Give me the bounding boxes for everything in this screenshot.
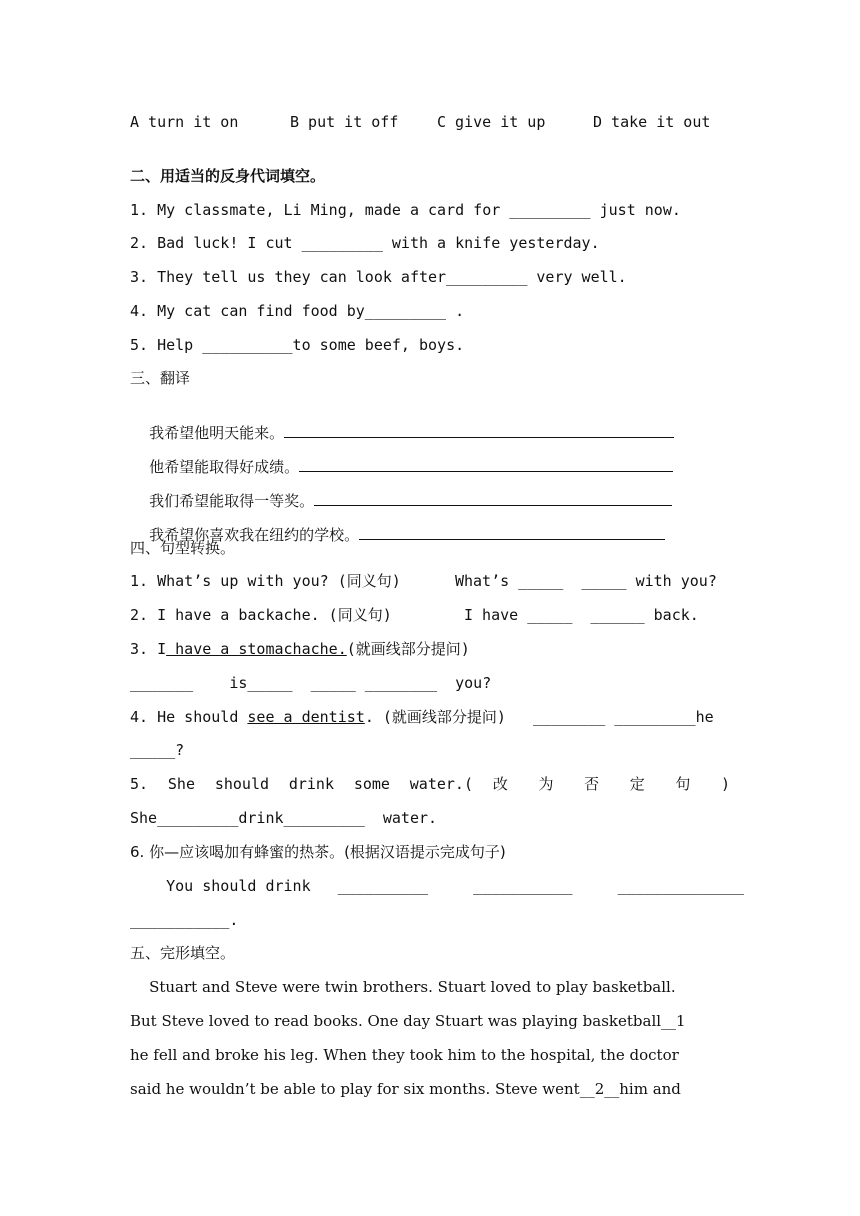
section2-item-4: 4. My cat can find food by_________ . xyxy=(130,302,465,320)
passage-line-1: Stuart and Steve were twin brothers. Stuart loved to play basketball. xyxy=(130,978,676,996)
option-a: A turn it on xyxy=(130,113,239,131)
passage-text: said he wouldn’t be able to play for six months. Steve went xyxy=(130,1080,580,1098)
section2-item-5: 5. Help __________to some beef, boys. xyxy=(130,336,465,354)
passage-text: But Steve loved to read books. One day Stuart was playing basketball xyxy=(130,1012,662,1030)
translate-text: 我希望他明天能来。 xyxy=(149,424,285,442)
option-d: D take it out xyxy=(593,113,711,131)
q4-underlined: see a dentist xyxy=(247,708,365,726)
q3-underlined: have a stomachache. xyxy=(166,640,347,658)
section4-q5: 5. She should drink some water.( 改 为 否 定 句 ) xyxy=(130,775,730,793)
translate-text: 他希望能取得好成绩。 xyxy=(149,458,300,476)
section4-q4-cont: _____? xyxy=(130,741,185,759)
option-c: C give it up xyxy=(437,113,546,131)
passage-line-2 xyxy=(130,1011,730,1031)
section2-item-3: 3. They tell us they can look after_________ very well. xyxy=(130,268,627,286)
section3-title: 三、翻译 xyxy=(130,369,191,387)
q3-prefix: 3. I xyxy=(130,640,167,658)
section4-q2: 2. I have a backache. (同义句) I have _____ ______ back. xyxy=(130,606,699,624)
section2-title: 二、用适当的反身代词填空。 xyxy=(130,167,326,185)
translate-text: 我希望你喜欢我在纽约的学校。 xyxy=(149,526,360,544)
translate-text: 我们希望能取得一等奖。 xyxy=(149,492,315,510)
q4-instruction: . (就画线部分提问) ________ _________he xyxy=(364,708,714,726)
section5-title: 五、完形填空。 xyxy=(130,944,236,962)
q3-instruction: (就画线部分提问) xyxy=(346,640,470,658)
section4-q1: 1. What’s up with you? (同义句) What’s _____ _____ with you? xyxy=(130,572,717,590)
passage-line-3: he fell and broke his leg. When they took him to the hospital, the doctor xyxy=(130,1046,679,1064)
section4-q6-cont: ___________. xyxy=(130,911,239,929)
section2-item-1: 1. My classmate, Li Ming, made a card for _________ just now. xyxy=(130,201,681,219)
section4-q6-answer: You should drink __________ ___________ ______________ xyxy=(130,877,745,895)
section4-q5-answer: She_________drink_________ water. xyxy=(130,809,438,827)
section4-q3-answer: _______ is_____ _____ ________ you? xyxy=(130,674,492,692)
q4-prefix: 4. He should xyxy=(130,708,248,726)
cloze-blank-1: __1 xyxy=(661,1012,686,1030)
section4-title: 四、句型转换。 xyxy=(130,539,236,557)
passage-text: him and xyxy=(619,1080,681,1098)
option-b: B put it off xyxy=(290,113,399,131)
section2-item-2: 2. Bad luck! I cut _________ with a knife yesterday. xyxy=(130,234,600,252)
cloze-blank-2: __2__ xyxy=(579,1080,620,1098)
section4-q3 xyxy=(130,639,730,659)
passage-line-4 xyxy=(130,1079,730,1099)
section4-q4 xyxy=(130,707,730,727)
section4-q6: 6. 你—应该喝加有蜂蜜的热茶。(根据汉语提示完成句子) xyxy=(130,843,506,861)
